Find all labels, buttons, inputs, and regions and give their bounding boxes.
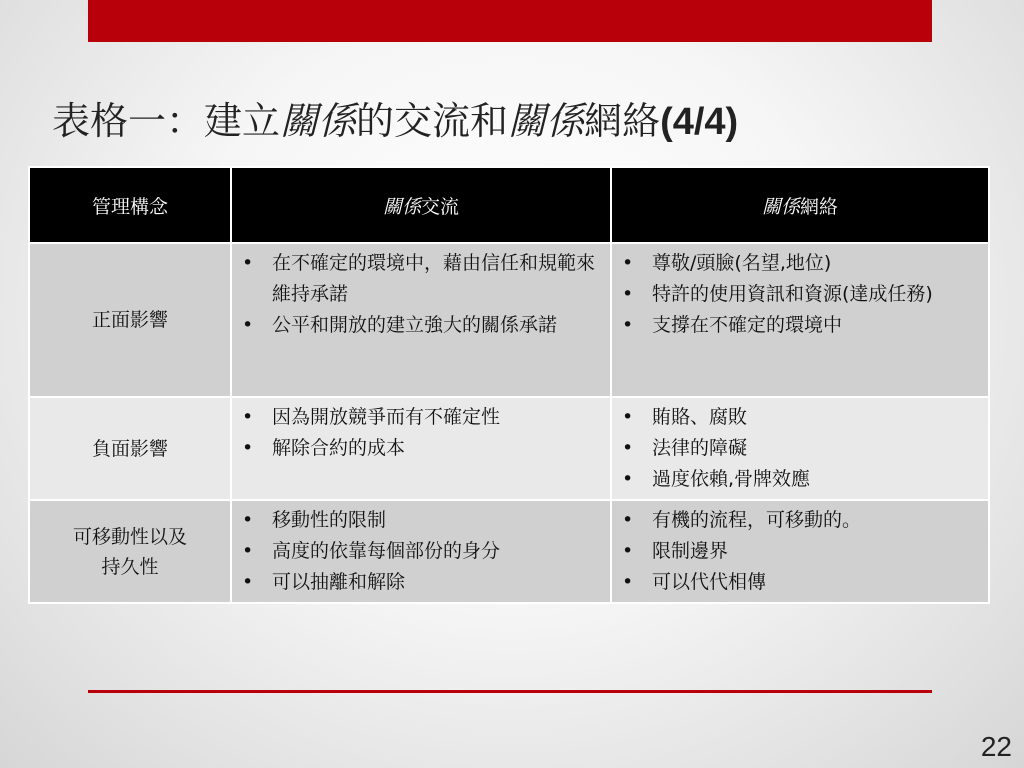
list-item: • 限制邊界 [612, 536, 974, 567]
row-label-text-line1: 可移動性以及 [72, 525, 187, 548]
list-item: • 特許的使用資訊和資源(達成任務) [612, 279, 974, 310]
list-item: • 過度依賴,骨牌效應 [612, 464, 974, 495]
header-exchange-emphasis: 關係 [382, 195, 421, 218]
exchange-list-positive [232, 244, 610, 345]
header-network [611, 167, 989, 243]
table-row-mobility [29, 500, 989, 603]
list-item: • 法律的障礙 [612, 433, 974, 464]
table-row-positive [29, 243, 989, 397]
network-list-positive [612, 244, 988, 345]
network-cell-negative [611, 397, 989, 500]
bottom-accent-line [88, 690, 932, 693]
table-row-negative [29, 397, 989, 500]
list-item: • 可以抽離和解除 [232, 567, 596, 598]
list-item: • 公平和開放的建立強大的關係承諾 [232, 310, 596, 341]
header-exchange-label: 交流 [421, 195, 460, 218]
exchange-cell-positive [231, 243, 611, 397]
top-accent-bar [88, 0, 932, 42]
title-suffix: 網絡 [584, 99, 661, 144]
header-exchange [231, 167, 611, 243]
list-item: • 有機的流程，可移動的。 [612, 505, 974, 536]
title-emphasis-2: 關係 [508, 99, 585, 144]
page-number: 22 [980, 731, 1012, 762]
title-page-ratio: (4/4) [660, 101, 739, 144]
header-network-emphasis: 關係 [761, 195, 800, 218]
list-item: • 尊敬/頭臉(名望,地位) [612, 248, 974, 279]
header-construct [29, 167, 231, 243]
network-list-negative [612, 398, 988, 499]
row-label-text: 負面影響 [91, 437, 168, 460]
network-cell-positive [611, 243, 989, 397]
title-prefix: 表格一：建立 [52, 99, 281, 144]
list-item: • 高度的依靠每個部份的身分 [232, 536, 596, 567]
header-construct-label: 管理構念 [91, 195, 168, 218]
list-item: • 因為開放競爭而有不確定性 [232, 402, 596, 433]
row-label-positive [29, 243, 231, 397]
row-label-text: 正面影響 [91, 309, 168, 331]
list-item: • 支撐在不確定的環境中 [612, 310, 974, 341]
list-item: • 在不確定的環境中，藉由信任和規範來維持承諾 [232, 248, 596, 310]
comparison-table [28, 166, 990, 604]
network-cell-mobility [611, 500, 989, 603]
row-label-text-line2: 持久性 [101, 555, 159, 578]
slide-title [52, 89, 982, 153]
exchange-list-mobility [232, 501, 610, 602]
table-header-row [29, 167, 989, 243]
list-item: • 解除合約的成本 [232, 433, 596, 464]
title-middle: 的交流和 [356, 99, 509, 144]
list-item: • 可以代代相傳 [612, 567, 974, 598]
title-emphasis-1: 關係 [280, 99, 357, 144]
row-label-negative [29, 397, 231, 500]
list-item: • 賄賂、腐敗 [612, 402, 974, 433]
exchange-cell-negative [231, 397, 611, 500]
exchange-list-negative [232, 398, 610, 468]
network-list-mobility [612, 501, 988, 602]
exchange-cell-mobility [231, 500, 611, 603]
header-network-label: 網絡 [800, 195, 839, 218]
list-item: • 移動性的限制 [232, 505, 596, 536]
row-label-mobility [29, 500, 231, 603]
